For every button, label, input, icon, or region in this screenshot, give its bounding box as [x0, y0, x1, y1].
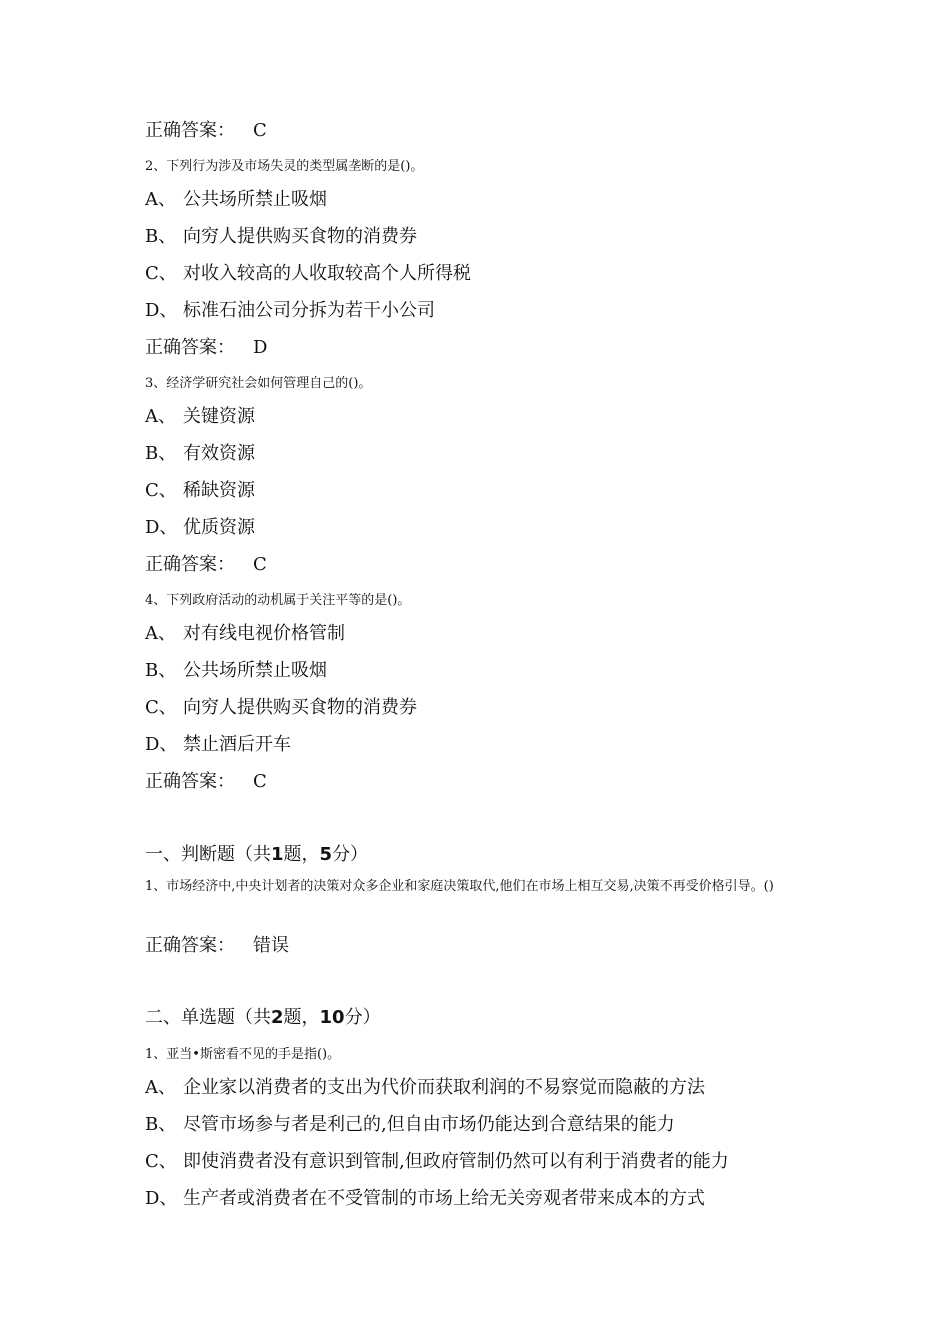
- option-text: 即使消费者没有意识到管制,但政府管制仍然可以有利于消费者的能力: [183, 1151, 729, 1172]
- option-a[interactable]: [145, 185, 327, 211]
- answer-label: 正确答案：: [145, 554, 235, 575]
- option-text: 禁止酒后开车: [183, 734, 291, 755]
- option-text: 向穷人提供购买食物的消费券: [183, 697, 417, 718]
- section-suffix: 分）: [332, 844, 369, 865]
- option-letter: D、: [145, 1188, 178, 1209]
- option-text: 公共场所禁止吸烟: [183, 660, 327, 681]
- answer-line: [145, 550, 267, 576]
- option-text: 对有线电视价格管制: [183, 623, 345, 644]
- answer-line: [145, 333, 267, 359]
- section-prefix: 二、单选题（共: [145, 1007, 271, 1028]
- option-b[interactable]: [145, 439, 255, 465]
- section-count: 2: [271, 1007, 284, 1028]
- option-text: 有效资源: [183, 443, 255, 464]
- question-text: 2、下列行为涉及市场失灵的类型属垄断的是()。: [145, 159, 424, 174]
- option-letter: B、: [145, 443, 177, 464]
- option-d[interactable]: [145, 513, 255, 539]
- option-letter: A、: [145, 1077, 176, 1098]
- option-letter: C、: [145, 480, 177, 501]
- answer-label: 正确答案：: [145, 935, 235, 956]
- answer-line: [145, 767, 267, 793]
- option-letter: A、: [145, 623, 176, 644]
- option-letter: A、: [145, 406, 176, 427]
- option-d[interactable]: [145, 296, 435, 322]
- question-text: 1、亚当•斯密看不见的手是指()。: [145, 1047, 341, 1062]
- option-letter: C、: [145, 697, 177, 718]
- question-text: 4、下列政府活动的动机属于关注平等的是()。: [145, 593, 411, 608]
- option-text: 对收入较高的人收取较高个人所得税: [183, 263, 471, 284]
- answer-label: 正确答案：: [145, 120, 235, 141]
- section-mid: 题，: [283, 844, 320, 865]
- option-a[interactable]: [145, 402, 255, 428]
- option-text: 尽管市场参与者是利己的,但自由市场仍能达到合意结果的能力: [183, 1114, 675, 1135]
- option-c[interactable]: [145, 1147, 729, 1173]
- answer-label: 正确答案：: [145, 771, 235, 792]
- option-text: 优质资源: [183, 517, 255, 538]
- option-text: 关键资源: [183, 406, 255, 427]
- answer-value: C: [253, 771, 267, 792]
- option-text: 生产者或消费者在不受管制的市场上给无关旁观者带来成本的方式: [183, 1188, 705, 1209]
- option-a[interactable]: [145, 1073, 705, 1099]
- question-text: 1、市场经济中,中央计划者的决策对众多企业和家庭决策取代,他们在市场上相互交易,决策不再受价格引导。(): [145, 879, 774, 894]
- option-letter: D、: [145, 300, 178, 321]
- section-heading: [145, 840, 368, 866]
- option-c[interactable]: [145, 259, 471, 285]
- answer-label: 正确答案：: [145, 337, 235, 358]
- section-suffix: 分）: [344, 1007, 381, 1028]
- option-letter: B、: [145, 1114, 177, 1135]
- answer-value: D: [253, 337, 268, 358]
- section-mid: 题，: [283, 1007, 320, 1028]
- option-letter: D、: [145, 517, 178, 538]
- option-text: 标准石油公司分拆为若干小公司: [183, 300, 435, 321]
- option-d[interactable]: [145, 1184, 705, 1210]
- section-heading: [145, 1003, 381, 1029]
- option-b[interactable]: [145, 222, 417, 248]
- answer-line: [145, 116, 267, 142]
- option-c[interactable]: [145, 476, 255, 502]
- option-letter: B、: [145, 660, 177, 681]
- option-letter: C、: [145, 1151, 177, 1172]
- section-prefix: 一、判断题（共: [145, 844, 271, 865]
- answer-line: [145, 931, 289, 957]
- answer-value: C: [253, 554, 267, 575]
- option-text: 向穷人提供购买食物的消费券: [183, 226, 417, 247]
- option-b[interactable]: [145, 1110, 675, 1136]
- section-score: 5: [319, 844, 333, 865]
- option-letter: C、: [145, 263, 177, 284]
- answer-value: 错误: [253, 935, 289, 956]
- option-d[interactable]: [145, 730, 291, 756]
- option-b[interactable]: [145, 656, 327, 682]
- option-c[interactable]: [145, 693, 417, 719]
- option-letter: D、: [145, 734, 178, 755]
- option-letter: A、: [145, 189, 176, 210]
- section-score: 10: [319, 1007, 345, 1028]
- option-a[interactable]: [145, 619, 345, 645]
- question-text: 3、经济学研究社会如何管理自己的()。: [145, 376, 372, 391]
- option-letter: B、: [145, 226, 177, 247]
- answer-value: C: [253, 120, 267, 141]
- option-text: 稀缺资源: [183, 480, 255, 501]
- option-text: 公共场所禁止吸烟: [183, 189, 327, 210]
- option-text: 企业家以消费者的支出为代价而获取利润的不易察觉而隐蔽的方法: [183, 1077, 705, 1098]
- section-count: 1: [271, 844, 284, 865]
